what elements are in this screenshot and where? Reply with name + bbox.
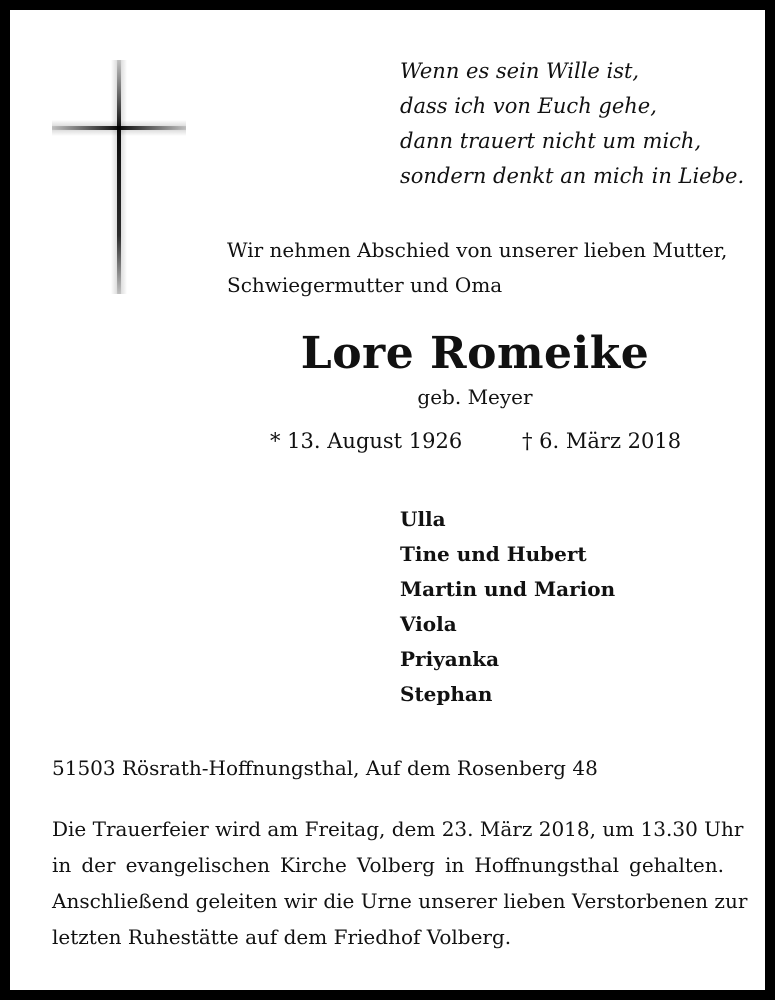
mourner-name: Viola (400, 612, 457, 636)
mourner-name: Stephan (400, 682, 493, 706)
intro-line: Wir nehmen Abschied von unserer lieben Mutter, (227, 238, 728, 262)
verse-line: dann trauert nicht um mich, (400, 129, 702, 153)
deceased-name: Lore Romeike (300, 328, 650, 379)
verse-line: dass ich von Euch gehe, (400, 94, 657, 118)
service-line: in der evangelischen Kirche Volberg in Hoffnungsthal gehalten. (52, 853, 724, 877)
birth-date: * 13. August 1926 (270, 429, 463, 453)
service-line: Anschließend geleiten wir die Urne unserer lieben Verstorbenen zur (52, 889, 748, 913)
verse (400, 54, 745, 194)
mourners-list (400, 502, 615, 712)
address: 51503 Rösrath-Hoffnungsthal, Auf dem Rosenberg 48 (52, 756, 598, 780)
cross-icon (52, 60, 186, 294)
maiden-name: geb. Meyer (417, 385, 533, 409)
verse-line: Wenn es sein Wille ist, (400, 59, 640, 83)
mourner-name: Priyanka (400, 647, 500, 671)
verse-line: sondern denkt an mich in Liebe. (400, 164, 745, 188)
farewell-intro (227, 233, 747, 303)
mourner-name: Martin und Marion (400, 577, 616, 601)
intro-line: Schwiegermutter und Oma (227, 273, 503, 297)
death-date: † 6. März 2018 (522, 429, 682, 453)
service-line: letzten Ruhestätte auf dem Friedhof Volberg. (52, 925, 512, 949)
service-line: Die Trauerfeier wird am Freitag, dem 23. März 2018, um 13.30 Uhr (52, 817, 744, 841)
service-details (52, 811, 748, 955)
mourner-name: Ulla (400, 507, 446, 531)
mourner-name: Tine und Hubert (400, 542, 587, 566)
